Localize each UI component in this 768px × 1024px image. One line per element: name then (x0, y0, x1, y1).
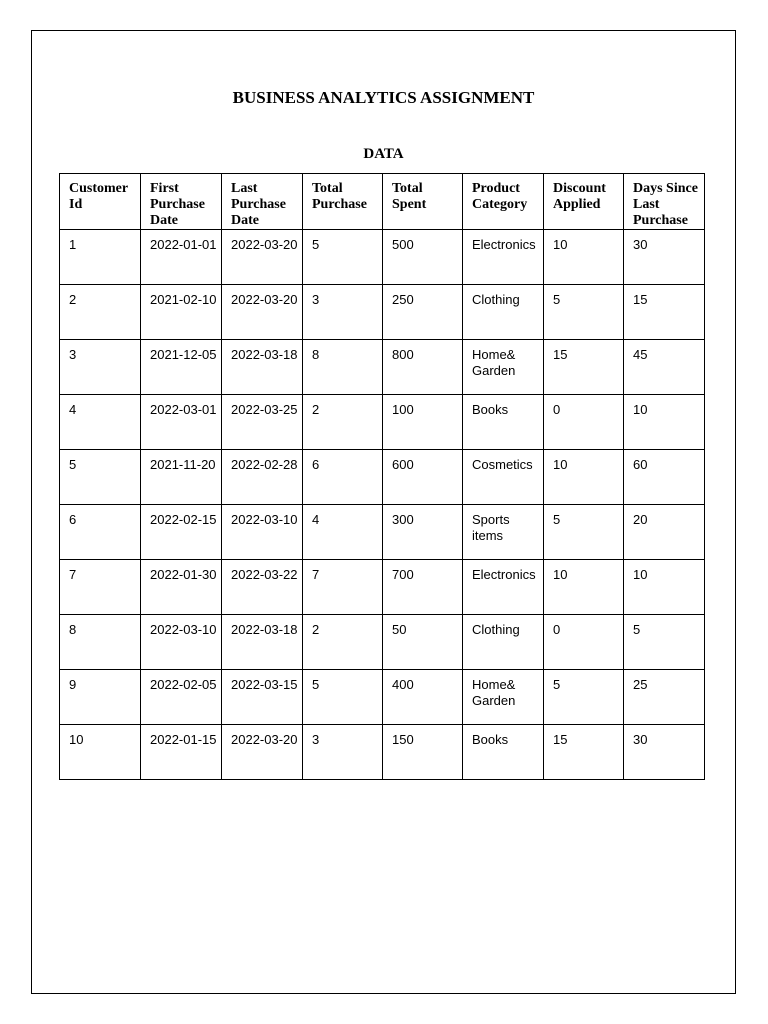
cell-customer-id: 2 (60, 285, 141, 340)
table-row (60, 615, 705, 670)
cell-product-category: Sports items (463, 505, 544, 560)
cell-days-since-last-purchase: 25 (624, 670, 705, 725)
header-first-purchase-date: First Purchase Date (141, 174, 222, 230)
cell-days-since-last-purchase: 10 (624, 395, 705, 450)
cell-first-purchase-date: 2022-01-30 (141, 560, 222, 615)
header-days-since-last-purchase: Days Since Last Purchase (624, 174, 705, 230)
header-discount-applied: Discount Applied (544, 174, 624, 230)
cell-first-purchase-date: 2021-02-10 (141, 285, 222, 340)
cell-customer-id: 3 (60, 340, 141, 395)
cell-last-purchase-date: 2022-03-20 (222, 230, 303, 285)
table-body (60, 230, 705, 780)
cell-discount-applied: 5 (544, 670, 624, 725)
table-row (60, 285, 705, 340)
cell-total-spent: 500 (383, 230, 463, 285)
cell-product-category: Home& Garden (463, 670, 544, 725)
cell-days-since-last-purchase: 10 (624, 560, 705, 615)
cell-discount-applied: 15 (544, 340, 624, 395)
cell-last-purchase-date: 2022-03-22 (222, 560, 303, 615)
header-last-purchase-date: Last Purchase Date (222, 174, 303, 230)
table-row (60, 505, 705, 560)
cell-total-purchase: 7 (303, 560, 383, 615)
cell-product-category: Home& Garden (463, 340, 544, 395)
cell-first-purchase-date: 2021-12-05 (141, 340, 222, 395)
cell-total-spent: 800 (383, 340, 463, 395)
cell-total-spent: 300 (383, 505, 463, 560)
header-total-purchase: Total Purchase (303, 174, 383, 230)
cell-product-category: Clothing (463, 615, 544, 670)
document-page (31, 30, 736, 994)
data-table (59, 173, 705, 780)
cell-days-since-last-purchase: 45 (624, 340, 705, 395)
cell-last-purchase-date: 2022-03-20 (222, 285, 303, 340)
table-row (60, 560, 705, 615)
cell-discount-applied: 0 (544, 395, 624, 450)
cell-total-purchase: 8 (303, 340, 383, 395)
cell-first-purchase-date: 2021-11-20 (141, 450, 222, 505)
cell-total-spent: 250 (383, 285, 463, 340)
cell-discount-applied: 5 (544, 285, 624, 340)
cell-total-purchase: 5 (303, 230, 383, 285)
cell-total-spent: 50 (383, 615, 463, 670)
table-row (60, 230, 705, 285)
section-heading: DATA (363, 146, 404, 162)
cell-last-purchase-date: 2022-03-18 (222, 615, 303, 670)
cell-first-purchase-date: 2022-01-15 (141, 725, 222, 780)
cell-last-purchase-date: 2022-03-20 (222, 725, 303, 780)
cell-first-purchase-date: 2022-02-15 (141, 505, 222, 560)
header-product-category: Product Category (463, 174, 544, 230)
cell-last-purchase-date: 2022-03-10 (222, 505, 303, 560)
cell-last-purchase-date: 2022-02-28 (222, 450, 303, 505)
cell-days-since-last-purchase: 30 (624, 725, 705, 780)
cell-first-purchase-date: 2022-01-01 (141, 230, 222, 285)
cell-customer-id: 10 (60, 725, 141, 780)
cell-total-purchase: 6 (303, 450, 383, 505)
cell-customer-id: 5 (60, 450, 141, 505)
table-row (60, 670, 705, 725)
cell-product-category: Books (463, 725, 544, 780)
cell-product-category: Clothing (463, 285, 544, 340)
cell-last-purchase-date: 2022-03-18 (222, 340, 303, 395)
header-total-spent: Total Spent (383, 174, 463, 230)
cell-discount-applied: 0 (544, 615, 624, 670)
cell-customer-id: 8 (60, 615, 141, 670)
cell-product-category: Electronics (463, 230, 544, 285)
cell-first-purchase-date: 2022-02-05 (141, 670, 222, 725)
document-title: BUSINESS ANALYTICS ASSIGNMENT (232, 88, 535, 107)
cell-customer-id: 7 (60, 560, 141, 615)
cell-total-spent: 700 (383, 560, 463, 615)
cell-days-since-last-purchase: 20 (624, 505, 705, 560)
cell-days-since-last-purchase: 60 (624, 450, 705, 505)
cell-first-purchase-date: 2022-03-01 (141, 395, 222, 450)
cell-discount-applied: 10 (544, 560, 624, 615)
cell-total-spent: 600 (383, 450, 463, 505)
table-row (60, 725, 705, 780)
cell-customer-id: 1 (60, 230, 141, 285)
cell-discount-applied: 10 (544, 230, 624, 285)
cell-total-purchase: 2 (303, 615, 383, 670)
cell-total-purchase: 3 (303, 725, 383, 780)
cell-days-since-last-purchase: 5 (624, 615, 705, 670)
cell-discount-applied: 15 (544, 725, 624, 780)
cell-customer-id: 6 (60, 505, 141, 560)
cell-last-purchase-date: 2022-03-25 (222, 395, 303, 450)
cell-total-spent: 150 (383, 725, 463, 780)
cell-total-purchase: 2 (303, 395, 383, 450)
cell-total-purchase: 5 (303, 670, 383, 725)
table-header-row (60, 174, 705, 230)
cell-last-purchase-date: 2022-03-15 (222, 670, 303, 725)
cell-customer-id: 4 (60, 395, 141, 450)
cell-discount-applied: 10 (544, 450, 624, 505)
cell-first-purchase-date: 2022-03-10 (141, 615, 222, 670)
cell-product-category: Books (463, 395, 544, 450)
cell-product-category: Electronics (463, 560, 544, 615)
table-row (60, 450, 705, 505)
cell-days-since-last-purchase: 30 (624, 230, 705, 285)
table-row (60, 395, 705, 450)
cell-discount-applied: 5 (544, 505, 624, 560)
cell-total-purchase: 3 (303, 285, 383, 340)
cell-customer-id: 9 (60, 670, 141, 725)
cell-total-purchase: 4 (303, 505, 383, 560)
cell-product-category: Cosmetics (463, 450, 544, 505)
cell-days-since-last-purchase: 15 (624, 285, 705, 340)
table-row (60, 340, 705, 395)
cell-total-spent: 100 (383, 395, 463, 450)
header-customer-id: Customer Id (60, 174, 141, 230)
cell-total-spent: 400 (383, 670, 463, 725)
